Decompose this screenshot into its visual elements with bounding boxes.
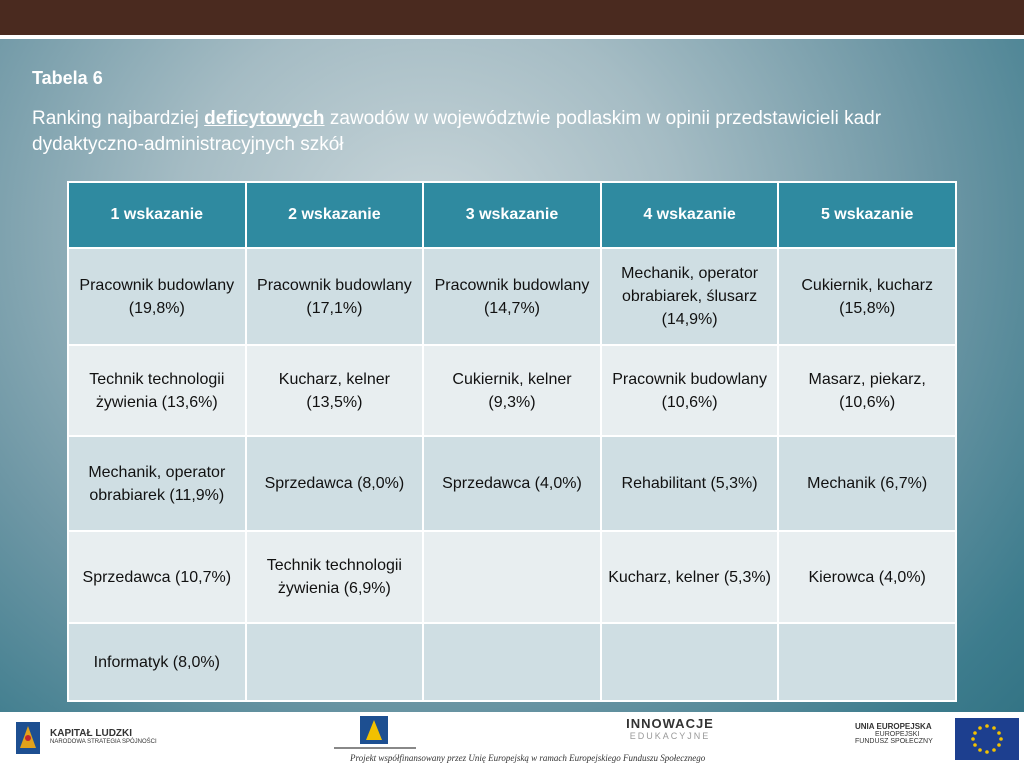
poland-emblem-logo bbox=[330, 714, 420, 754]
table-row bbox=[68, 248, 956, 345]
table-cell: Sprzedawca (10,7%) bbox=[68, 531, 246, 623]
table-cell: Sprzedawca (8,0%) bbox=[246, 436, 424, 531]
logo1-main: KAPITAŁ LUDZKI bbox=[50, 728, 133, 739]
header-cell: 1 wskazanie bbox=[68, 182, 246, 248]
logo4-line3: FUNDUSZ SPOŁECZNY bbox=[855, 738, 933, 745]
slide-subtitle bbox=[32, 106, 932, 158]
top-divider bbox=[0, 35, 1024, 39]
table-cell: Mechanik, operator obrabiarek, ślusarz (14,9%) bbox=[601, 248, 779, 345]
logo4-line2: EUROPEJSKI bbox=[875, 731, 920, 738]
slide-title: Tabela 6 bbox=[32, 68, 103, 88]
table-cell: Pracownik budowlany (14,7%) bbox=[423, 248, 601, 345]
table-cell: Mechanik (6,7%) bbox=[778, 436, 956, 531]
header-cell: 2 wskazanie bbox=[246, 182, 424, 248]
table-cell: Mechanik, operator obrabiarek (11,9%) bbox=[68, 436, 246, 531]
subtitle-pre: Ranking najbardziej bbox=[32, 108, 205, 129]
logo4-line1: UNIA EUROPEJSKA bbox=[855, 722, 932, 731]
table-cell: Rehabilitant (5,3%) bbox=[601, 436, 779, 531]
header-cell: 5 wskazanie bbox=[778, 182, 956, 248]
table-row bbox=[68, 345, 956, 436]
eu-flag-icon bbox=[955, 718, 1019, 760]
table-cell bbox=[423, 531, 601, 623]
eu-fund-text bbox=[855, 722, 950, 745]
logo1-sub: NARODOWA STRATEGIA SPÓJNOŚCI bbox=[50, 739, 157, 745]
table-cell: Technik technologii żywienia (6,9%) bbox=[246, 531, 424, 623]
table-cell: Pracownik budowlany (10,6%) bbox=[601, 345, 779, 436]
table-cell: Pracownik budowlany (17,1%) bbox=[246, 248, 424, 345]
logo3-main: INNOWACJE bbox=[626, 716, 714, 731]
table-cell: Kucharz, kelner (13,5%) bbox=[246, 345, 424, 436]
subtitle-keyword: deficytowych bbox=[204, 108, 325, 129]
table-row bbox=[68, 436, 956, 531]
table-cell bbox=[778, 623, 956, 701]
header-cell: 4 wskazanie bbox=[601, 182, 779, 248]
subtitle-post: zawodów w województwie podlaskim w opinii przedstawicieli kadr dydaktyczno-administracyjnych szkół bbox=[32, 108, 882, 155]
logo3-sub: EDUKACYJNE bbox=[629, 731, 711, 741]
table-cell: Cukiernik, kelner (9,3%) bbox=[423, 345, 601, 436]
table-cell: Sprzedawca (4,0%) bbox=[423, 436, 601, 531]
table-row bbox=[68, 623, 956, 701]
table-cell: Technik technologii żywienia (13,6%) bbox=[68, 345, 246, 436]
header-cell: 3 wskazanie bbox=[423, 182, 601, 248]
table-cell: Kierowca (4,0%) bbox=[778, 531, 956, 623]
table-cell: Masarz, piekarz, (10,6%) bbox=[778, 345, 956, 436]
table-cell: Cukiernik, kucharz (15,8%) bbox=[778, 248, 956, 345]
poland-emblem-icon bbox=[330, 714, 420, 752]
ranking-table bbox=[67, 181, 957, 702]
table-cell bbox=[601, 623, 779, 701]
table-cell bbox=[246, 623, 424, 701]
kapital-ludzki-emblem-icon bbox=[14, 718, 44, 758]
kapital-ludzki-logo bbox=[14, 718, 157, 760]
table-cell: Informatyk (8,0%) bbox=[68, 623, 246, 701]
table-header-row bbox=[68, 182, 956, 248]
eu-flag-logo bbox=[955, 718, 1019, 762]
innowacje-logo bbox=[620, 716, 720, 741]
table-cell: Kucharz, kelner (5,3%) bbox=[601, 531, 779, 623]
table-cell: Pracownik budowlany (19,8%) bbox=[68, 248, 246, 345]
table-row bbox=[68, 531, 956, 623]
top-bar bbox=[0, 0, 1024, 35]
funding-footnote: Projekt współfinansowany przez Unię Europejską w ramach Europejskiego Funduszu Społecznego bbox=[350, 753, 706, 763]
table-cell bbox=[423, 623, 601, 701]
